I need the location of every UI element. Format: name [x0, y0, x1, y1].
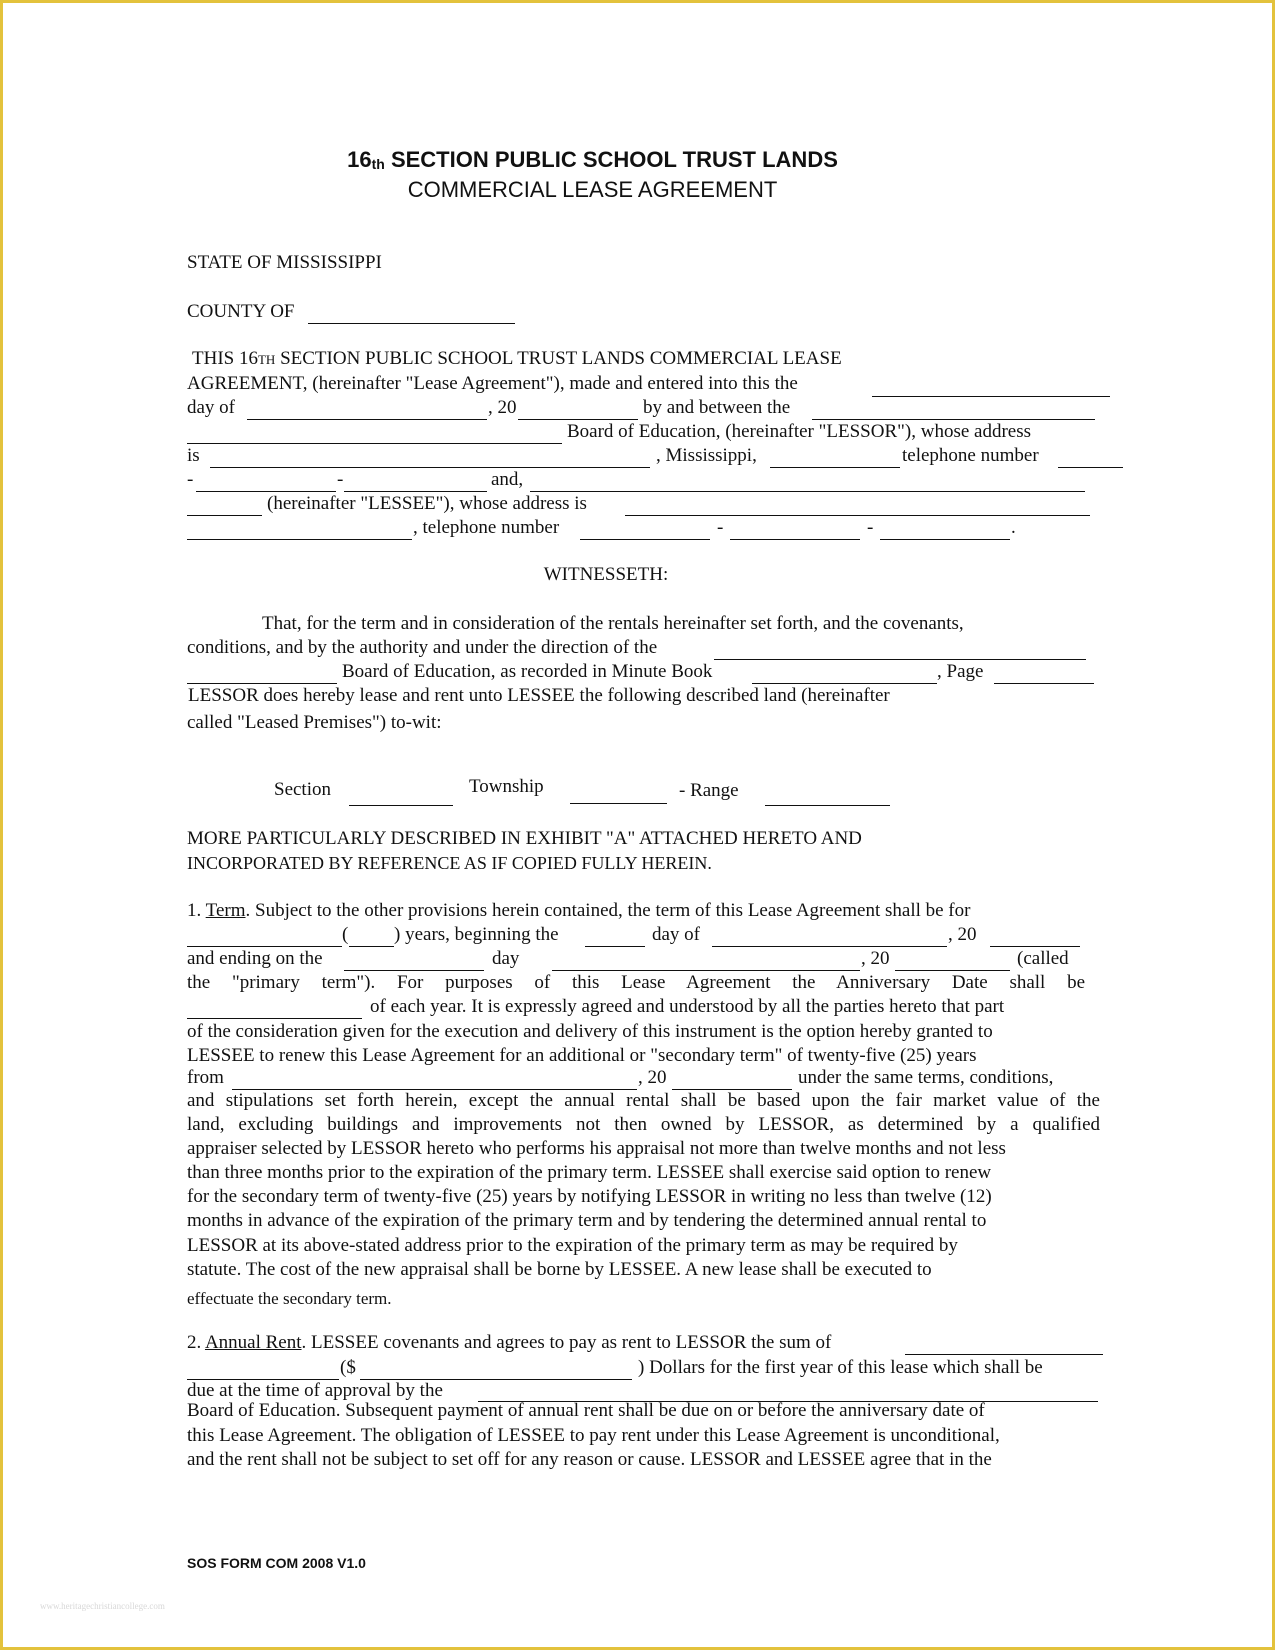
term-from: from: [187, 1067, 224, 1088]
term-renewal-year-prefix: , 20: [638, 1067, 667, 1088]
intro-period: .: [1011, 517, 1016, 538]
term-heading: Term: [205, 900, 246, 921]
rent-line-1: 2. Annual Rent. LESSEE covenants and agrees to pay as rent to LESSOR the sum of: [187, 1332, 832, 1353]
term-beginning: ) years, beginning the: [394, 924, 559, 945]
intro-line-1: THIS 16TH SECTION PUBLIC SCHOOL TRUST LANDS COMMERCIAL LEASE: [192, 348, 842, 369]
term-day-of: day of: [652, 924, 701, 945]
county-label: COUNTY OF: [187, 301, 295, 322]
term-line-9: and stipulations set forth herein, except the annual rental shall be based upon the fair market value of the: [187, 1090, 1100, 1111]
intro-day-of: day of: [187, 397, 236, 418]
term-paren-open: (: [342, 924, 349, 945]
lessee-phone-area-blank[interactable]: [580, 539, 710, 540]
witnesseth-heading: WITNESSETH:: [543, 564, 669, 585]
para1-line-4: LESSOR does hereby lease and rent unto LESSEE the following described land (hereinafter: [188, 685, 890, 706]
date-day-blank[interactable]: [872, 396, 1110, 397]
term-begin-year-prefix: , 20: [948, 924, 977, 945]
term-end-day-blank[interactable]: [344, 970, 484, 971]
month-blank[interactable]: [247, 419, 487, 420]
form-footer: SOS FORM COM 2008 V1.0: [187, 1555, 366, 1571]
document-subtitle: COMMERCIAL LEASE AGREEMENT: [407, 177, 778, 202]
term-line-11: appraiser selected by LESSOR hereto who performs his appraisal not more than twelve months and not less: [187, 1138, 1006, 1159]
exhibit-line-1: MORE PARTICULARLY DESCRIBED IN EXHIBIT "A" ATTACHED HERETO AND: [187, 828, 862, 849]
phone-area-blank[interactable]: [1058, 467, 1123, 468]
term-day: day: [492, 948, 520, 969]
lessee-address-blank[interactable]: [625, 515, 1090, 516]
term-line-5: of each year. It is expressly agreed and understood by all the parties hereto that part: [370, 996, 1005, 1017]
intro-lessee-telephone: , telephone number: [413, 517, 560, 538]
rent-line-5: this Lease Agreement. The obligation of LESSEE to pay rent under this Lease Agreement is unconditional,: [187, 1425, 1000, 1446]
phone-line-blank[interactable]: [344, 491, 487, 492]
intro-and: and,: [491, 469, 524, 490]
lessee-phone-prefix-blank[interactable]: [730, 539, 860, 540]
lessee-name-blank-2[interactable]: [187, 515, 262, 516]
range-blank[interactable]: [765, 805, 890, 806]
section-label: Section: [274, 779, 331, 800]
term-line-6: of the consideration given for the execution and delivery of this instrument is the option hereby granted to: [187, 1021, 993, 1042]
term-called: (called: [1017, 948, 1069, 969]
year-blank[interactable]: [518, 419, 638, 420]
township-blank[interactable]: [570, 803, 667, 804]
lessee-address-blank-2[interactable]: [187, 539, 412, 540]
rent-words-blank[interactable]: [905, 1354, 1103, 1355]
term-end-year-prefix: , 20: [861, 948, 890, 969]
rent-heading: Annual Rent: [204, 1332, 302, 1353]
intro-year-prefix: , 20: [488, 397, 517, 418]
intro-mississippi: , Mississippi,: [656, 445, 757, 466]
intro-line-2: AGREEMENT, (hereinafter "Lease Agreement"), made and entered into this the: [187, 373, 798, 394]
term-begin-day-blank[interactable]: [585, 946, 645, 947]
term-end-year-blank[interactable]: [895, 970, 1010, 971]
term-line-12: than three months prior to the expiration of the primary term. LESSEE shall exercise said option to renew: [187, 1162, 992, 1183]
township-label: Township: [469, 776, 544, 797]
county-blank[interactable]: [308, 323, 515, 324]
term-line-7: LESSEE to renew this Lease Agreement for an additional or "secondary term" of twenty-five (25) years: [187, 1045, 977, 1066]
intro-dash-3: -: [717, 517, 724, 538]
term-begin-year-blank[interactable]: [990, 946, 1080, 947]
term-years-number-blank[interactable]: [349, 946, 394, 947]
term-line-13: for the secondary term of twenty-five (25) years by notifying LESSOR in writing no less than twelve (12): [187, 1186, 992, 1207]
state-label: STATE OF MISSISSIPPI: [187, 252, 382, 273]
para1-line-3a: Board of Education, as recorded in Minute Book: [342, 661, 713, 682]
para1-page-label: , Page: [937, 661, 984, 682]
term-line-4: the "primary term"). For purposes of this Lease Agreement the Anniversary Date shall be: [187, 972, 1085, 993]
term-line-15: LESSOR at its above-stated address prior to the expiration of the primary term as may be required by: [187, 1235, 958, 1256]
page-blank[interactable]: [994, 683, 1094, 684]
board-direction-blank-2[interactable]: [187, 683, 337, 684]
term-end-month-blank[interactable]: [552, 970, 860, 971]
term-years-words-blank[interactable]: [187, 946, 342, 947]
document-title: $16_{th}$ SECTION PUBLIC SCHOOL TRUST LANDS: [347, 147, 838, 172]
section-blank[interactable]: [349, 805, 453, 806]
intro-dash-1: -: [187, 469, 194, 490]
term-line-14: months in advance of the expiration of the primary term and by tendering the determined annual rental to: [187, 1210, 987, 1231]
term-line-17: effectuate the secondary term.: [187, 1289, 392, 1308]
intro-dash-2: -: [337, 469, 344, 490]
rent-line-6: and the rent shall not be subject to set off for any reason or cause. LESSOR and LESSEE agree that in the: [187, 1449, 992, 1470]
exhibit-line-2: INCORPORATED BY REFERENCE AS IF COPIED FULLY HEREIN.: [187, 853, 712, 873]
term-same-terms: under the same terms, conditions,: [798, 1067, 1054, 1088]
zip-blank[interactable]: [770, 467, 900, 468]
term-begin-month-blank[interactable]: [712, 946, 947, 947]
intro-dash-4: -: [867, 517, 874, 538]
rent-dollar-sign: ($: [340, 1357, 356, 1378]
para1-line-2: conditions, and by the authority and under the direction of the: [187, 637, 658, 658]
lessee-phone-line-blank[interactable]: [880, 539, 1010, 540]
rent-line-2: ) Dollars for the first year of this lease which shall be: [638, 1357, 1043, 1378]
term-line-16: statute. The cost of the new appraisal shall be borne by LESSEE. A new lease shall be executed to: [187, 1259, 932, 1280]
rent-line-3: due at the time of approval by the: [187, 1380, 443, 1401]
para1-line-5: called "Leased Premises") to-wit:: [187, 712, 442, 733]
lessee-name-blank[interactable]: [530, 491, 1085, 492]
intro-lessee: (hereinafter "LESSEE"), whose address is: [267, 493, 587, 514]
board-name-blank[interactable]: [812, 419, 1095, 420]
board-name-blank-2[interactable]: [187, 443, 562, 444]
watermark: www.heritagechristiancollege.com: [40, 1601, 165, 1611]
intro-lessor: Board of Education, (hereinafter "LESSOR"), whose address: [567, 421, 1031, 442]
intro-between: by and between the: [643, 397, 791, 418]
anniversary-date-blank[interactable]: [187, 1018, 362, 1019]
rent-line-4: Board of Education. Subsequent payment of annual rent shall be due on or before the anniversary date of: [187, 1400, 985, 1421]
para1-line-1: That, for the term and in consideration of the rentals hereinafter set forth, and the covenants,: [262, 613, 964, 634]
range-label: - Range: [679, 780, 739, 801]
phone-prefix-blank[interactable]: [196, 491, 336, 492]
lessor-address-blank[interactable]: [210, 467, 650, 468]
intro-telephone: telephone number: [902, 445, 1039, 466]
minute-book-blank[interactable]: [752, 683, 937, 684]
board-direction-blank[interactable]: [714, 659, 1086, 660]
term-line-10: land, excluding buildings and improvements not then owned by LESSOR, as determined by a qualified: [187, 1114, 1100, 1135]
intro-is: is: [187, 445, 200, 466]
term-line-1: 1. Term. Subject to the other provisions herein contained, the term of this Lease Agreement shall be for: [187, 900, 971, 921]
term-ending: and ending on the: [187, 948, 323, 969]
